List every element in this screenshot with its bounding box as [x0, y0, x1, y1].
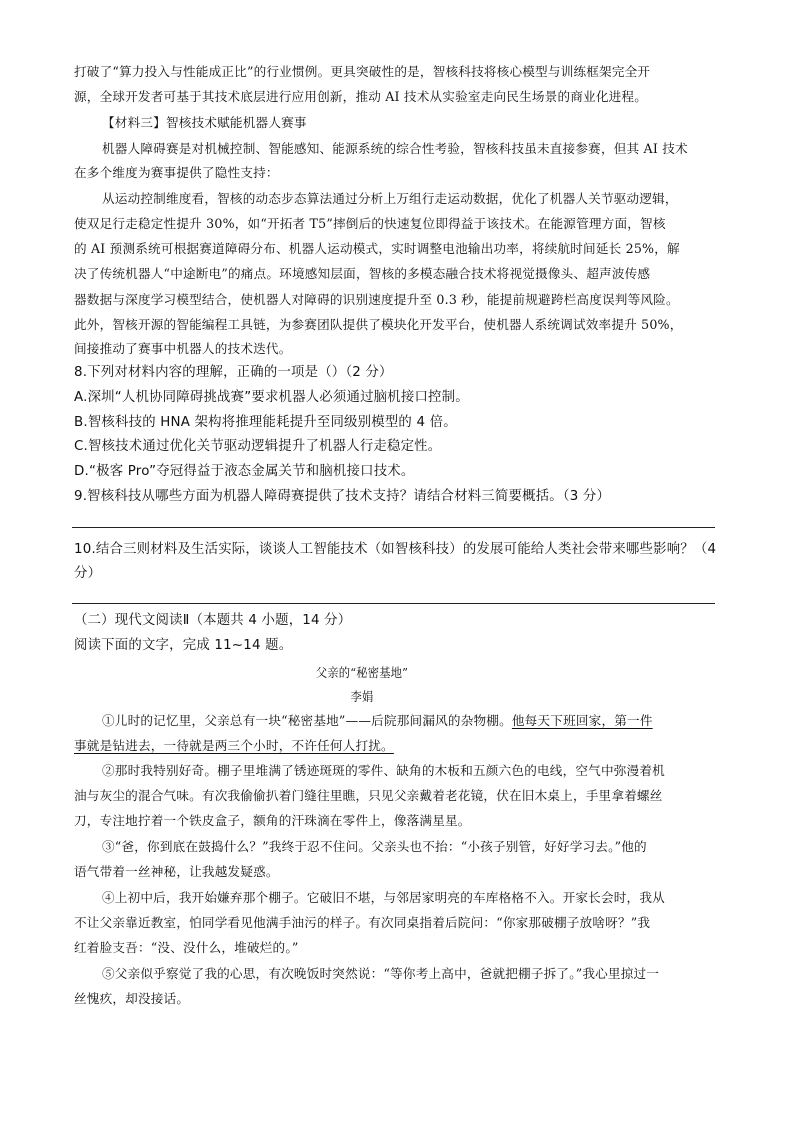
article-author: 李娟: [350, 689, 374, 704]
question-8: 8.下列对材料内容的理解，正确的一项是（）（2 分）: [74, 365, 393, 380]
story-p2-line-2: 油与灰尘的混合气味。有次我偷偷扒着门缝往里瞧，只见父亲戴着老花镜，伏在旧木桌上，手里拿着螺丝: [74, 788, 663, 803]
story-p1-underlined-2: 事就是钻进去，一待就是两三个小时，不许任何人打扰。: [74, 738, 394, 753]
material3-intro-1: 机器人障碍赛是对机械控制、智能感知、能源系统的综合性考验，智核科技虽未直接参赛，但其 AI 技术: [102, 141, 688, 156]
answer-line-q10: [72, 603, 715, 604]
material3-line-6: 此外，智核开源的智能编程工具链，为参赛团队提供了模块化开发平台，使机器人系统调试效率提升 50%，: [74, 317, 683, 332]
question-8-option-b: B.智核科技的 HNA 架构将推理能耗提升至同级别模型的 4 倍。: [74, 415, 457, 430]
section-2-header: （二）现代文阅读Ⅱ（本题共 4 小题，14 分）: [74, 613, 352, 628]
story-p1-underlined-1: 他每天下班回家，第一件: [511, 713, 653, 728]
story-p4-line-3: 红着脸支吾：“没、没什么，堆破烂的。”: [74, 940, 299, 955]
story-p2-line-3: 刀，专注地拧着一个铁皮盒子，额角的汗珠滴在零件上，像落满星星。: [74, 813, 471, 828]
material3-line-7: 间接推动了赛事中机器人的技术迭代。: [74, 341, 292, 356]
material3-line-5: 器数据与深度学习模型结合，使机器人对障碍的识别速度提升至 0.3 秒，能提前规避跨栏高度误判等风险。: [74, 292, 679, 307]
question-10-line-1: 10.结合三则材料及生活实际，谈谈人工智能技术（如智核科技）的发展可能给人类社会带来哪些影响？（4: [74, 542, 717, 557]
story-p3-line-2: 语气带着一丝神秘，让我越发疑惑。: [74, 864, 279, 879]
question-10-line-2: 分）: [74, 566, 102, 581]
question-8-option-c: C.智核技术通过优化关节驱动逻辑提升了机器人行走稳定性。: [74, 439, 442, 454]
section-2-instruction: 阅读下面的文字，完成 11~14 题。: [74, 638, 293, 653]
story-p2-line-1: ②那时我特别好奇。棚子里堆满了锈迹斑斑的零件、缺角的木板和五颜六色的电线，空气中弥漫着机: [102, 763, 665, 778]
question-9: 9.智核科技从哪些方面为机器人障碍赛提供了技术支持？请结合材料三简要概括。（3 分）: [74, 489, 611, 504]
story-p1-line-1: [102, 712, 653, 730]
answer-line-q9: [72, 527, 715, 528]
story-p4-line-2: 不让父亲靠近教室，怕同学看见他满手油污的样子。有次同桌指着后院问：“你家那破棚子放啥呀？”我: [74, 915, 651, 930]
material3-intro-2: 在多个维度为赛事提供了隐性支持：: [74, 165, 279, 180]
question-8-option-a: A.深圳“人机协同障碍挑战赛”要求机器人必须通过脑机接口控制。: [74, 390, 469, 405]
story-p5-line-2: 丝愧疚，却没接话。: [74, 991, 190, 1006]
material3-line-4: 决了传统机器人“中途断电”的痛点。环境感知层面，智核的多模态融合技术将视觉摄像头、超声波传感: [74, 266, 651, 281]
story-p4-line-1: ④上初中后，我开始嫌弃那个棚子。它破旧不堪，与邻居家明亮的车库格格不入。开家长会时，我从: [102, 890, 665, 905]
material3-line-1: 从运动控制维度看，智核的动态步态算法通过分析上万组行走运动数据，优化了机器人关节驱动逻辑，: [102, 191, 678, 206]
article-title: 父亲的“秘密基地”: [315, 665, 409, 680]
story-p5-line-1: ⑤父亲似乎察觉了我的心思，有次晚饭时突然说：“等你考上高中，爸就把棚子拆了。”我心里掠过一: [102, 966, 660, 981]
question-8-option-d: D.“极客 Pro”夺冠得益于液态金属关节和脑机接口技术。: [74, 464, 415, 479]
material2-line-1: 打破了“算力投入与性能成正比”的行业惯例。更具突破性的是，智核科技将核心模型与训练框架完全开: [74, 64, 651, 79]
material2-line-2: 源，全球开发者可基于其技术底层进行应用创新，推动 AI 技术从实验室走向民生场景的商业化进程。: [74, 89, 648, 104]
material3-heading: 【材料三】智核技术赋能机器人赛事: [102, 115, 307, 130]
story-p3-line-1: ③“爸，你到底在鼓捣什么？”我终于忍不住问。父亲头也不抬：“小孩子别管，好好学习去。”他的: [102, 839, 647, 854]
material3-line-2: 使双足行走稳定性提升 30%，如“开拓者 T5”摔倒后的快速复位即得益于该技术。在能源管理方面，智核: [74, 216, 666, 231]
story-p1-text: ①儿时的记忆里，父亲总有一块“秘密基地”——后院那间漏风的杂物棚。: [102, 713, 512, 728]
material3-line-3: 的 AI 预测系统可根据赛道障碍分布、机器人运动模式，实时调整电池输出功率，将续航时间延长 25%，解: [74, 241, 680, 256]
